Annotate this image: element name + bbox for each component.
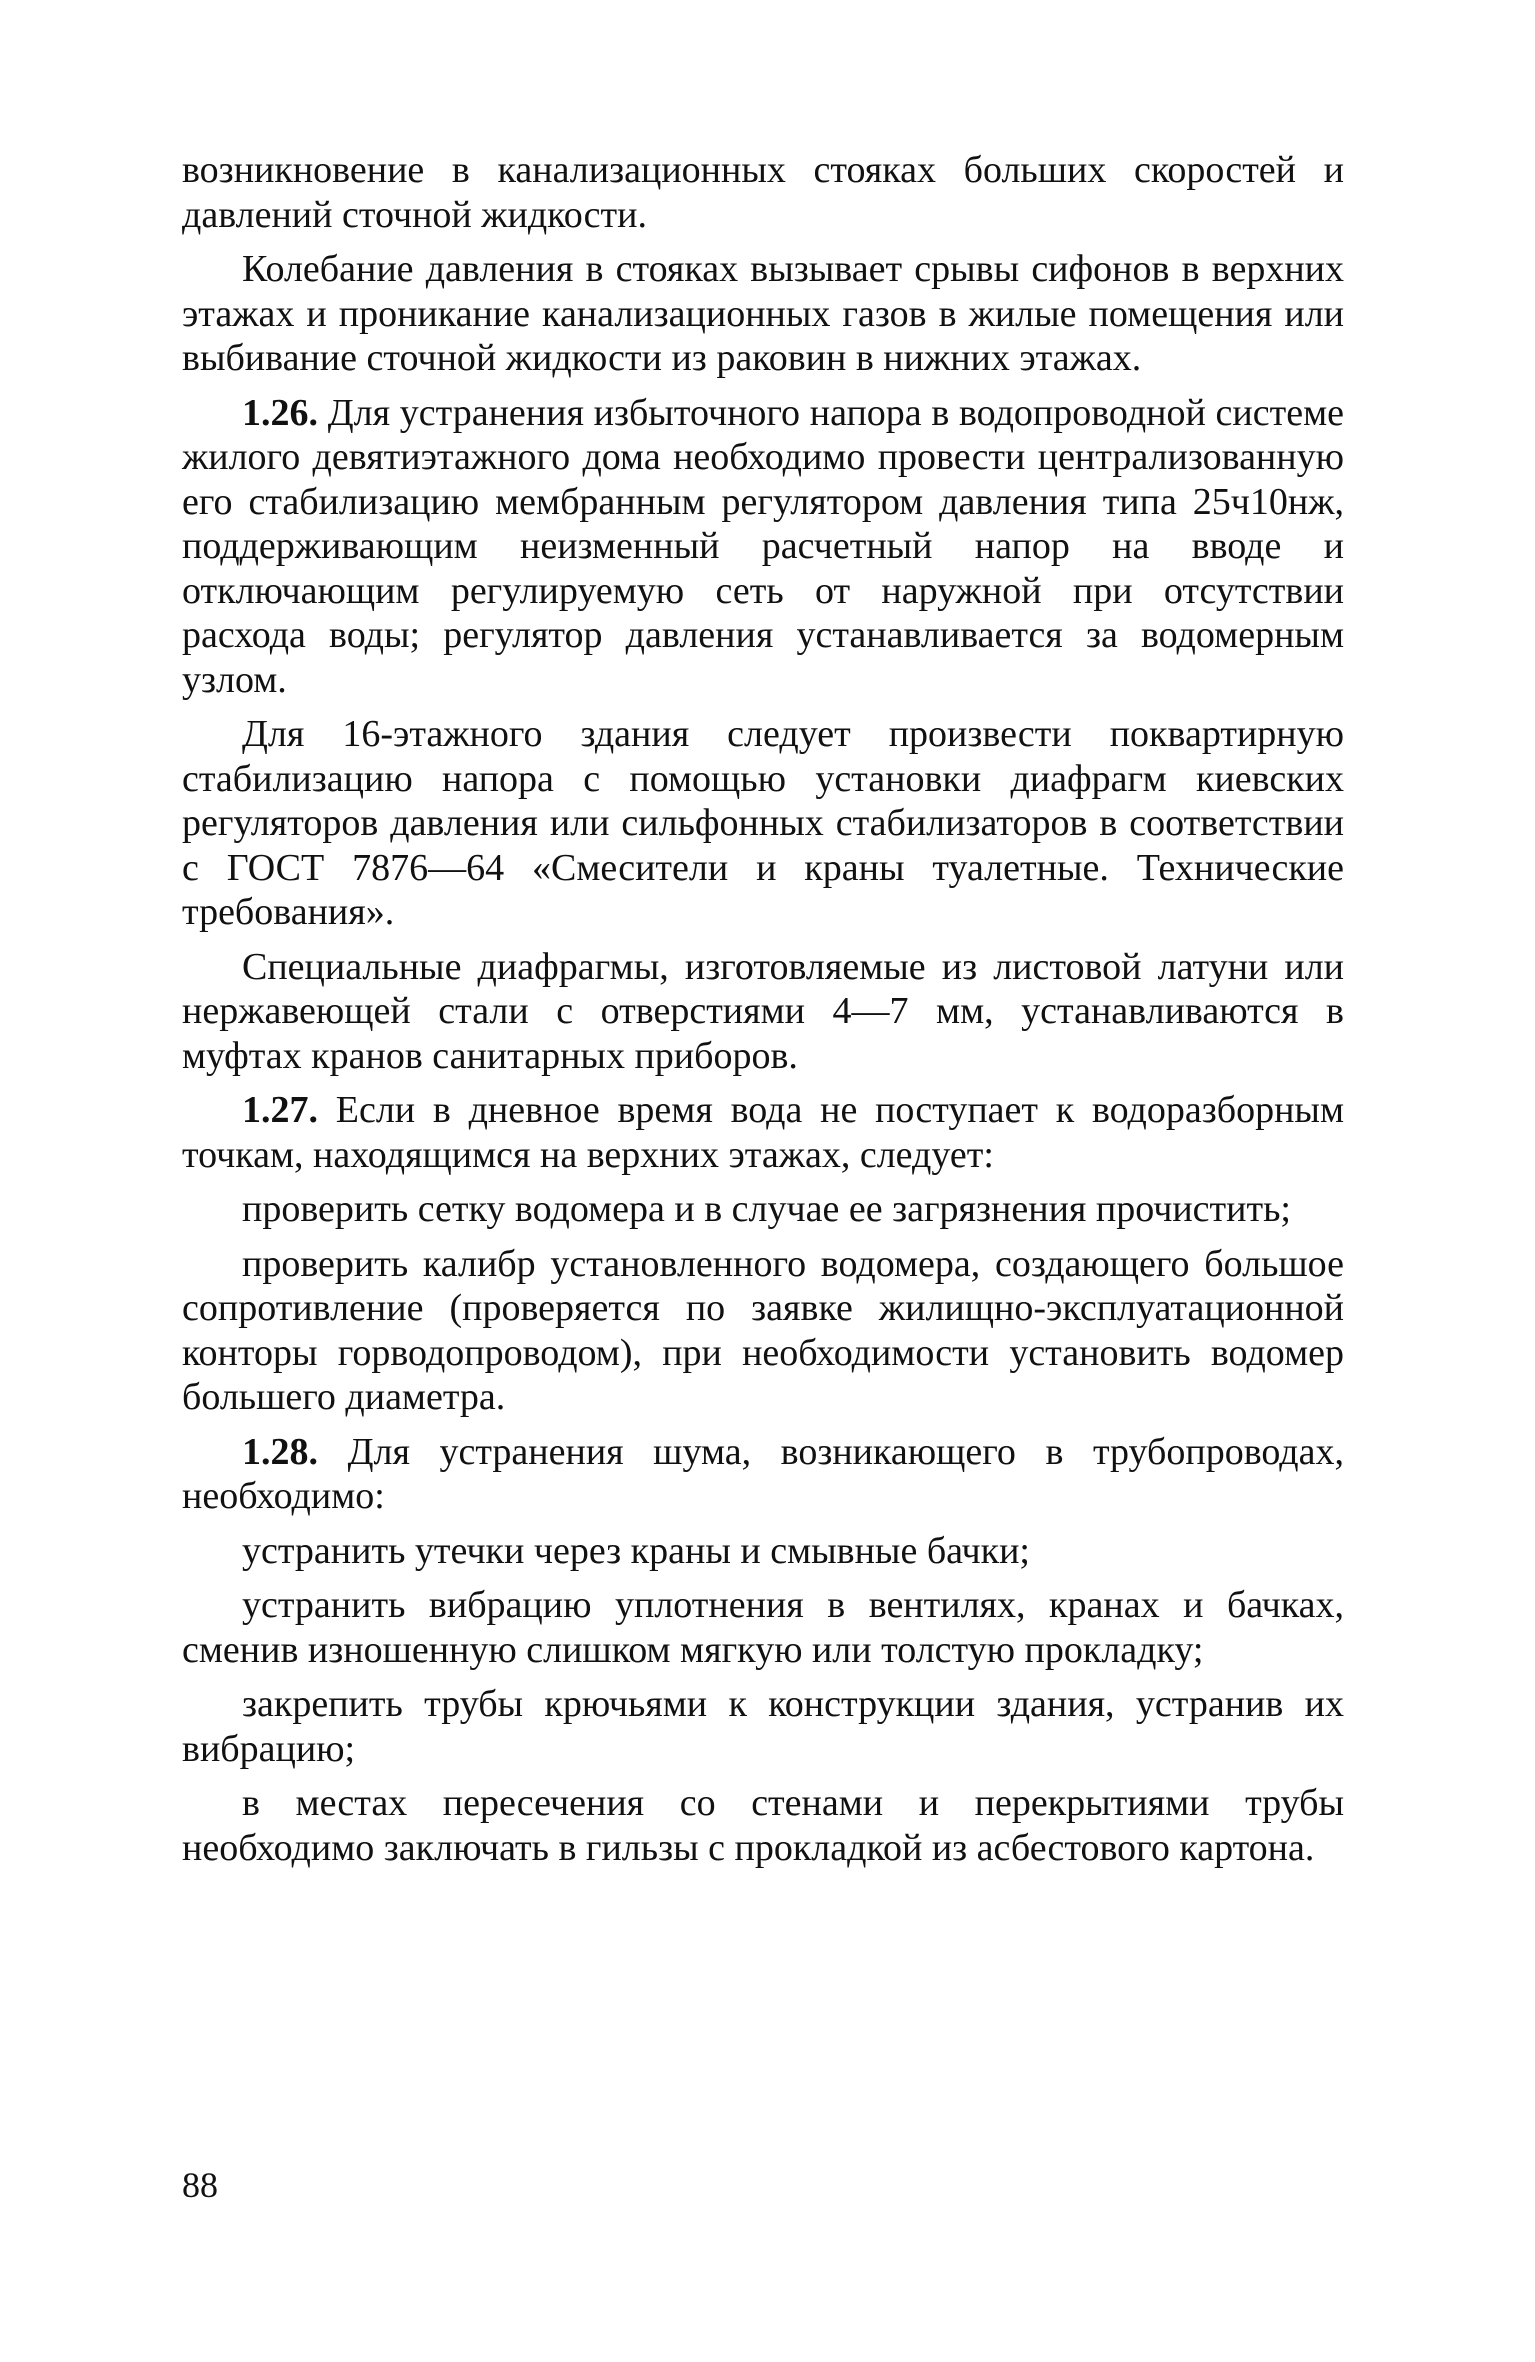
paragraph-1-28: 1.28. Для устранения шума, возникающего в трубопроводах, необходимо: [182,1430,1344,1517]
section-number: 1.27. [242,1089,318,1131]
list-item: устранить утечки через краны и смывные бачки; [242,1529,1030,1572]
section-number: 1.26. [242,391,318,434]
section-number: 1.28. [242,1430,318,1473]
list-item: проверить сетку водомера и в случае ее загрязнения прочистить; [242,1188,1291,1230]
paragraph-16-floor: Для 16-этажного здания следует произвести поквартирную стабилизацию напора с помощью установки диафрагм киевских регуляторов давления или сильфонных стабилизаторов в соответствии с ГОСТ 7876—64 «Смесители и краны туалетные. Технические требования». [182,713,1344,933]
paragraph-pressure-fluctuation: Колебание давления в стояках вызывает срывы сифонов в верхних этажах и проникание канализационных газов в жилые помещения или выбивание сточной жидкости из раковин в нижних этажах. [182,248,1344,379]
page-body [182,148,1344,1880]
page-number: 88 [182,2165,218,2205]
paragraph-1-27: 1.27. Если в дневное время вода не поступает к водоразборным точкам, находящимся на верхних этажах, следует: [182,1089,1345,1176]
list-item: проверить калибр установленного водомера, создающего большое сопротивление (проверяется по заявке жилищно-эксплуатационной конторы горводопроводом), при необходимости установить водомер большего диаметра. [182,1242,1344,1418]
paragraph-diaphragms: Специальные диафрагмы, изготовляемые из листовой латуни или нержавеющей стали с отверстиями 4—7 мм, устанавливаются в муфтах кранов санитарных приборов. [182,945,1344,1077]
list-item: закрепить трубы крючьями к конструкции здания, устранив их вибрацию; [182,1683,1344,1770]
paragraph-continuation: возникновение в канализационных стояках больших скоростей и давлений сточной жидкости. [182,149,1344,236]
paragraph-1-26: 1.26. Для устранения избыточного напора в водопроводной системе жилого девятиэтажного дома необходимо провести централизованную его стабилизацию мембранным регулятором давления типа 25ч10нж, поддерживающим неизменный расчетный напор на вводе и отключающим регулируемую сеть от наружной при отсутствии расхода воды; регулятор давления устанавливается за водомерным узлом. [182,391,1344,701]
list-item: устранить вибрацию уплотнения в вентилях, кранах и бачках, сменив изношенную слишком мягкую или толстую прокладку; [182,1584,1344,1671]
list-item: в местах пересечения со стенами и перекрытиями трубы необходимо заключать в гильзы с прокладкой из асбестового картона. [182,1782,1344,1869]
